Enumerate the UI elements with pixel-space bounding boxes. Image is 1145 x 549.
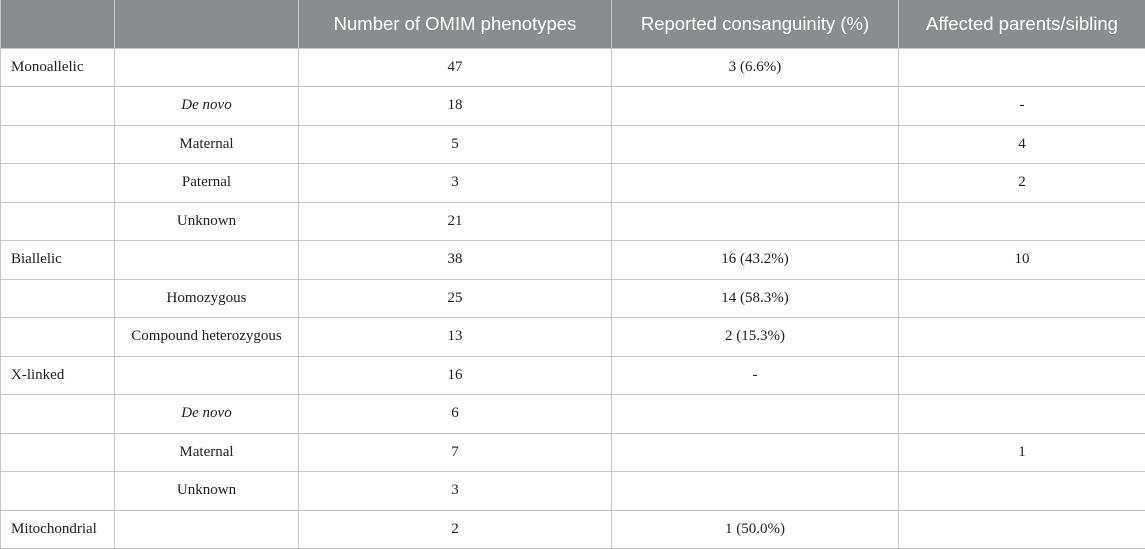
- cell-consanguinity: 1 (50.0%): [612, 510, 899, 549]
- cell-omim-count: 3: [299, 472, 612, 511]
- table-row: [1, 164, 1145, 203]
- cell-omim-count: 3: [299, 164, 612, 203]
- cell-consanguinity: 3 (6.6%): [612, 48, 899, 87]
- cell-affected: [899, 318, 1145, 357]
- table-row: [1, 125, 1145, 164]
- table-row: [1, 87, 1145, 126]
- cell-affected: 1: [899, 433, 1145, 472]
- cell-subcategory: Unknown: [115, 202, 299, 241]
- cell-subcategory: Maternal: [115, 125, 299, 164]
- table-body: [1, 48, 1145, 549]
- cell-category: [1, 87, 115, 126]
- cell-category: [1, 202, 115, 241]
- cell-category: [1, 125, 115, 164]
- cell-consanguinity: [612, 164, 899, 203]
- cell-category: Mitochondrial: [1, 510, 115, 549]
- cell-category: X-linked: [1, 356, 115, 395]
- cell-category: Biallelic: [1, 241, 115, 280]
- cell-omim-count: 13: [299, 318, 612, 357]
- cell-omim-count: 16: [299, 356, 612, 395]
- cell-consanguinity: [612, 395, 899, 434]
- cell-omim-count: 7: [299, 433, 612, 472]
- header-category: [1, 0, 115, 48]
- header-consanguinity: Reported consanguinity (%): [612, 0, 899, 48]
- cell-category: [1, 472, 115, 511]
- table-row: [1, 241, 1145, 280]
- cell-affected: [899, 202, 1145, 241]
- header-row: [1, 0, 1145, 48]
- cell-affected: [899, 472, 1145, 511]
- cell-category: [1, 395, 115, 434]
- cell-consanguinity: [612, 433, 899, 472]
- cell-affected: 2: [899, 164, 1145, 203]
- cell-subcategory: [115, 241, 299, 280]
- header-omim-phenotypes: Number of OMIM phenotypes: [299, 0, 612, 48]
- cell-affected: [899, 395, 1145, 434]
- cell-consanguinity: [612, 472, 899, 511]
- table-row: [1, 433, 1145, 472]
- cell-subcategory: Compound heterozygous: [115, 318, 299, 357]
- cell-omim-count: 25: [299, 279, 612, 318]
- cell-subcategory: [115, 510, 299, 549]
- cell-consanguinity: [612, 87, 899, 126]
- table-row: [1, 395, 1145, 434]
- cell-consanguinity: 14 (58.3%): [612, 279, 899, 318]
- table-row: [1, 202, 1145, 241]
- cell-consanguinity: 2 (15.3%): [612, 318, 899, 357]
- cell-affected: 10: [899, 241, 1145, 280]
- cell-omim-count: 2: [299, 510, 612, 549]
- cell-subcategory: Paternal: [115, 164, 299, 203]
- header-subcategory: [115, 0, 299, 48]
- cell-category: [1, 279, 115, 318]
- cell-affected: [899, 356, 1145, 395]
- cell-subcategory: De novo: [115, 395, 299, 434]
- table-header: [1, 0, 1145, 48]
- table-row: [1, 48, 1145, 87]
- cell-consanguinity: [612, 202, 899, 241]
- cell-subcategory: [115, 48, 299, 87]
- table-row: [1, 279, 1145, 318]
- cell-category: Monoallelic: [1, 48, 115, 87]
- cell-omim-count: 38: [299, 241, 612, 280]
- cell-subcategory: [115, 356, 299, 395]
- cell-affected: -: [899, 87, 1145, 126]
- cell-subcategory: Homozygous: [115, 279, 299, 318]
- cell-subcategory: De novo: [115, 87, 299, 126]
- table-row: [1, 356, 1145, 395]
- cell-affected: [899, 279, 1145, 318]
- cell-consanguinity: 16 (43.2%): [612, 241, 899, 280]
- cell-subcategory: Unknown: [115, 472, 299, 511]
- cell-affected: [899, 48, 1145, 87]
- cell-subcategory: Maternal: [115, 433, 299, 472]
- cell-category: [1, 318, 115, 357]
- cell-omim-count: 47: [299, 48, 612, 87]
- cell-consanguinity: [612, 125, 899, 164]
- cell-omim-count: 5: [299, 125, 612, 164]
- cell-affected: 4: [899, 125, 1145, 164]
- table-row: [1, 510, 1145, 549]
- cell-category: [1, 164, 115, 203]
- table-row: [1, 318, 1145, 357]
- cell-consanguinity: -: [612, 356, 899, 395]
- header-affected-relatives: Affected parents/sibling: [899, 0, 1145, 48]
- cell-omim-count: 6: [299, 395, 612, 434]
- cell-affected: [899, 510, 1145, 549]
- cell-omim-count: 21: [299, 202, 612, 241]
- cell-category: [1, 433, 115, 472]
- table-row: [1, 472, 1145, 511]
- cell-omim-count: 18: [299, 87, 612, 126]
